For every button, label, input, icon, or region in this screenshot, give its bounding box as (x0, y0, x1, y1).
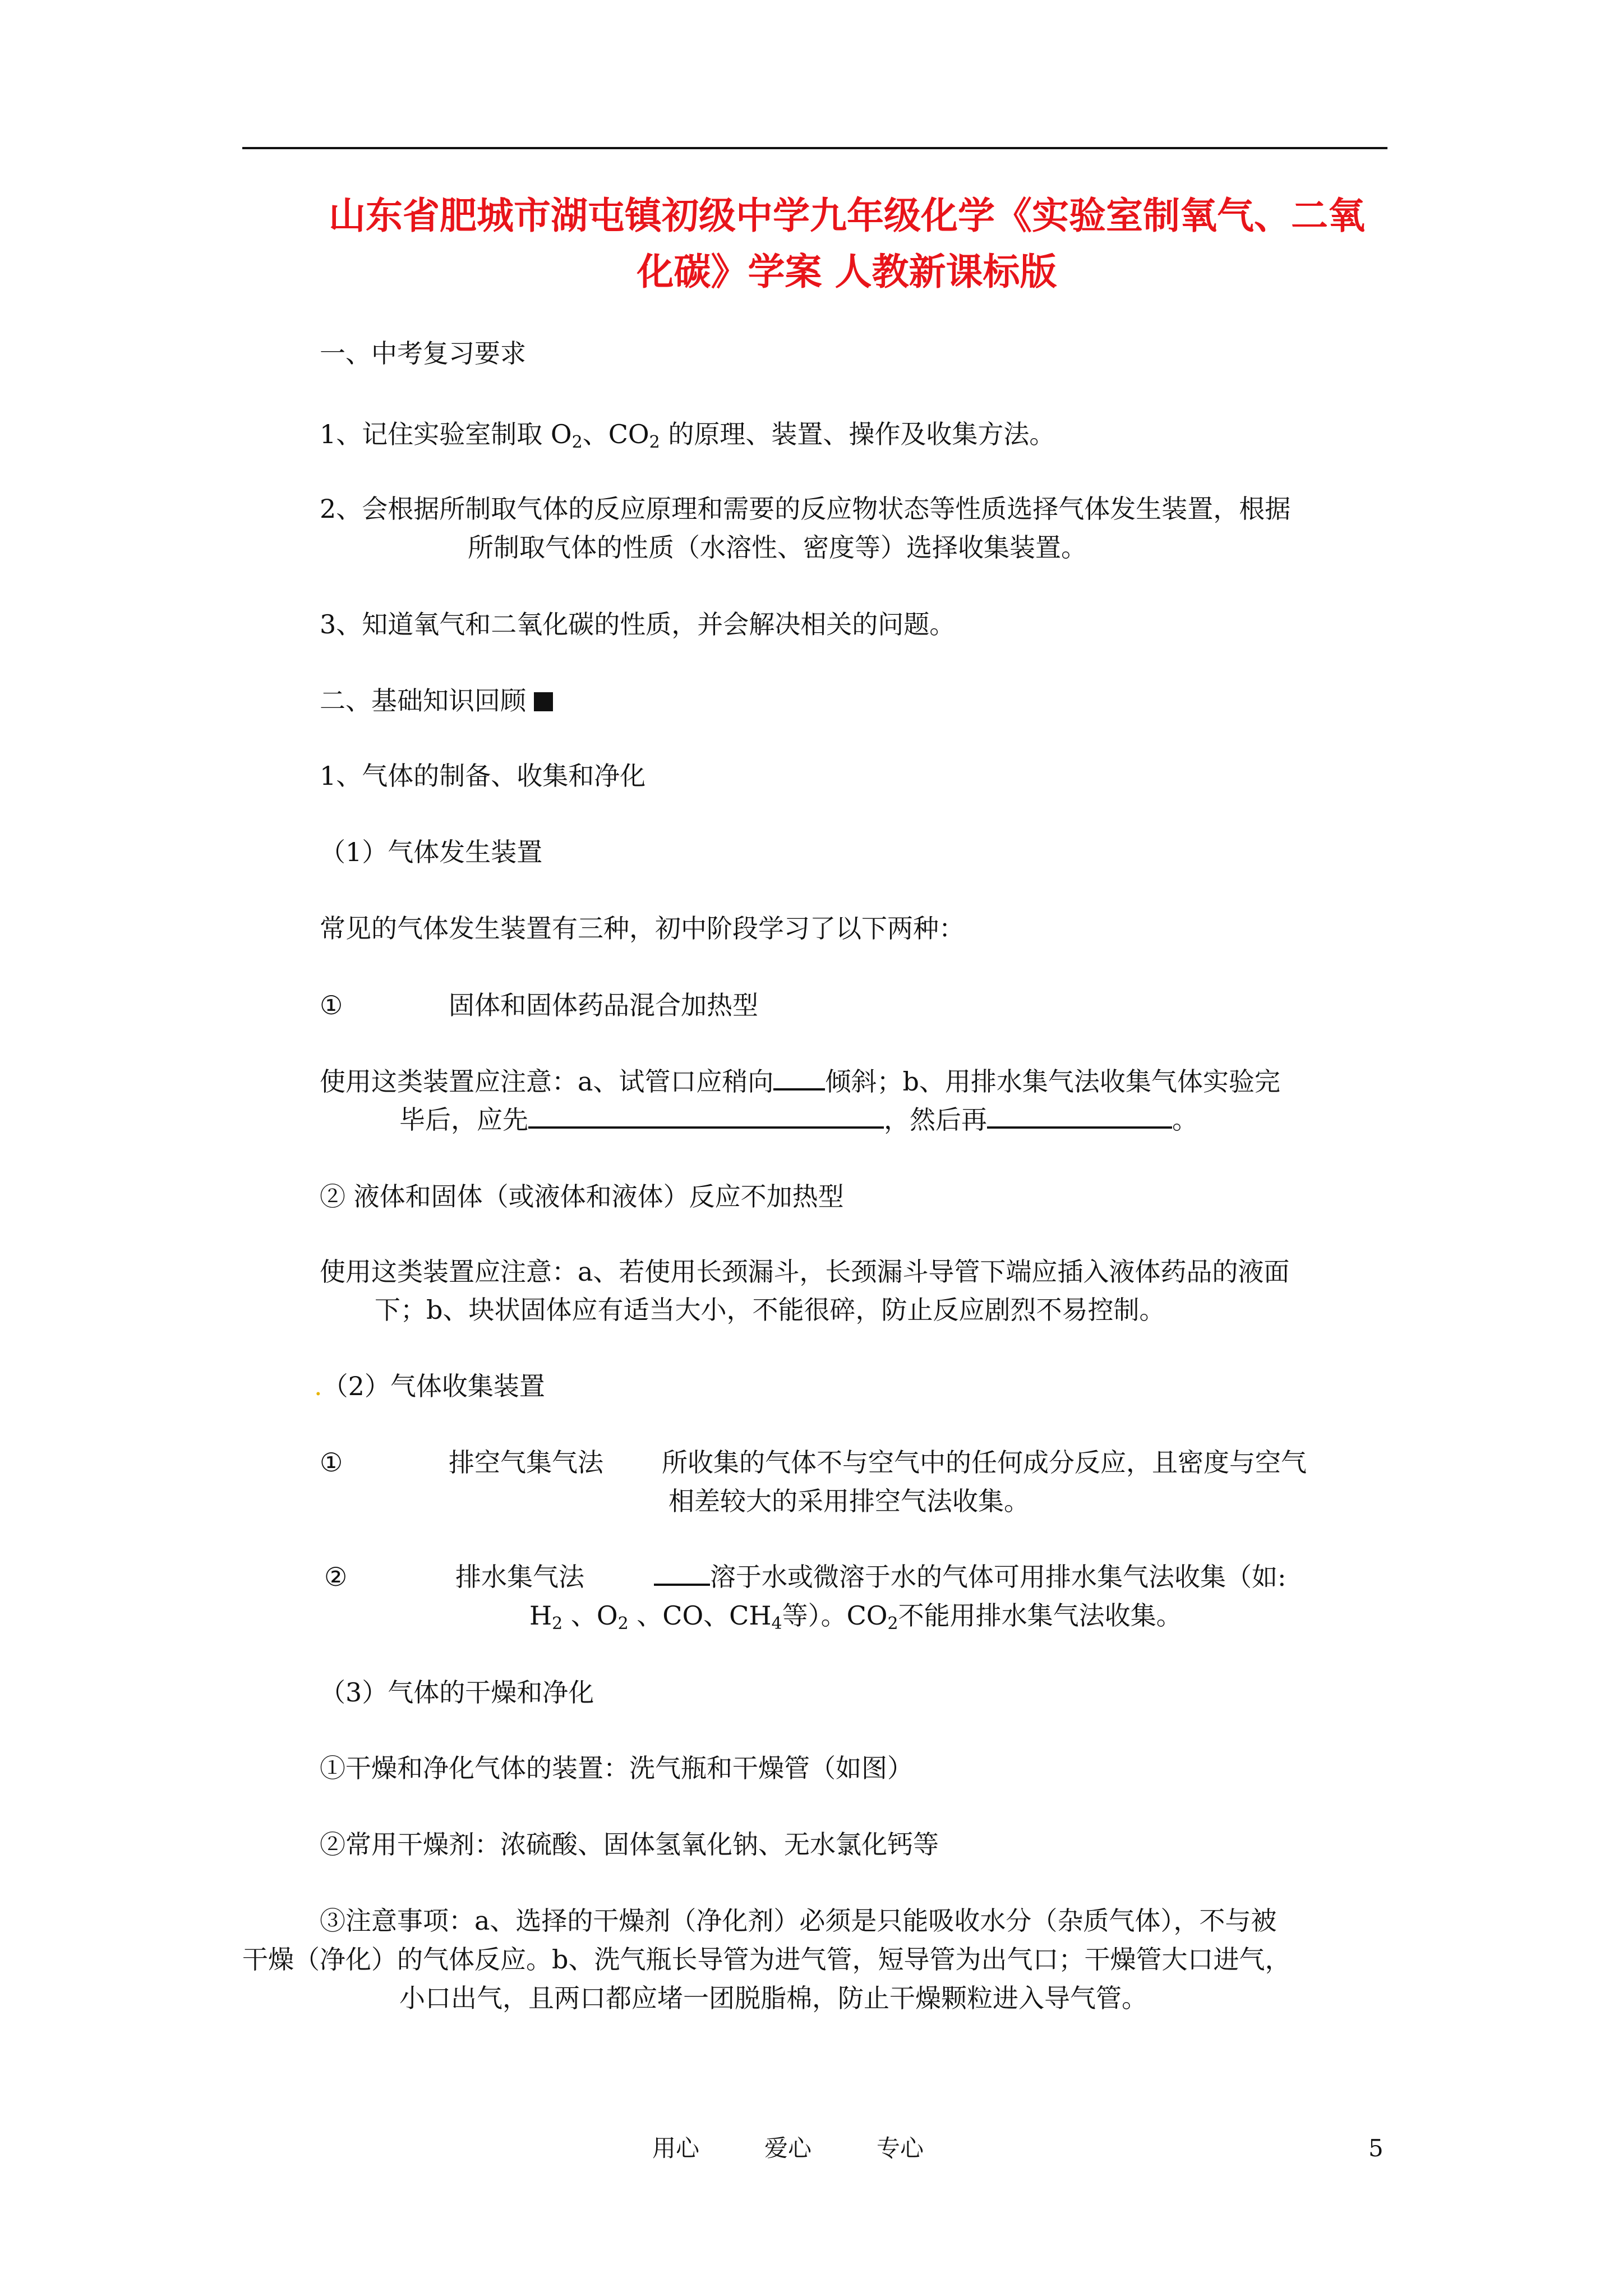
generator-item-1-text: 固体和固体药品混合加热型 (449, 990, 758, 1020)
collection-method-2-number: ② (324, 1562, 348, 1592)
requirement-3: 3、知道氧气和二氧化碳的性质，并会解决相关的问题。 (320, 609, 956, 639)
collection-method-2-desc-line-2: $H_2$ 、$O_2$ 、CO、$CH_4$等）。$CO_2$不能用排水集气法收集。 (529, 1600, 1182, 1634)
collection-method-2-desc-line-1: 溶于水或微溶于水的气体可用排水集气法收集（如: (654, 1557, 1287, 1596)
header-rule (242, 147, 1387, 149)
fill-blank[interactable] (654, 1559, 710, 1586)
document-title (314, 188, 1380, 300)
fill-blank[interactable] (773, 1064, 825, 1091)
drying-point-3-line-1: ③注意事项：a、选择的干燥剂（净化剂）必须是只能吸收水分（杂质气体），不与被 (320, 1906, 1277, 1936)
fill-blank[interactable] (987, 1102, 1172, 1129)
square-icon (534, 692, 553, 711)
collection-method-1-desc-line-1: 所收集的气体不与空气中的任何成分反应，且密度与空气 (662, 1447, 1307, 1478)
drying-point-3-line-3: 小口出气，且两口都应堵一团脱脂棉，防止干燥颗粒进入导气管。 (399, 1983, 1147, 2013)
generator-intro: 常见的气体发生装置有三种，初中阶段学习了以下两种： (320, 913, 965, 944)
requirement-2-line-1: 2、会根据所制取气体的反应原理和需要的反应物状态等性质选择气体发生装置，根据 (320, 494, 1291, 524)
generator-note-2-line-2: 下；b、块状固体应有适当大小，不能很碎，防止反应剧烈不易控制。 (375, 1295, 1165, 1325)
footer-word-1: 用心 (652, 2134, 700, 2162)
page-number: 5 (1368, 2134, 1384, 2162)
collection-method-1-name: 排空气集气法 (449, 1447, 603, 1478)
generator-note-1-line-2: 毕后，应先 ，然后再 。 (399, 1100, 1198, 1139)
subheading-collection: .（2）气体收集装置 (314, 1371, 545, 1401)
collection-method-1-number: ① (320, 1447, 343, 1478)
fill-blank[interactable] (528, 1102, 884, 1129)
subheading-generator: （1）气体发生装置 (320, 837, 543, 867)
section-heading-1: 一、中考复习要求 (320, 338, 526, 369)
section-heading-2: 二、基础知识回顾 (320, 681, 553, 720)
collection-method-2-name: 排水集气法 (455, 1562, 584, 1592)
title-line-2: 化碳》学案 人教新课标版 (637, 250, 1057, 293)
knowledge-1: 1、气体的制备、收集和净化 (320, 761, 646, 791)
drying-point-1: ①干燥和净化气体的装置：洗气瓶和干燥管（如图） (320, 1753, 913, 1783)
drying-point-2: ②常用干燥剂：浓硫酸、固体氢氧化钠、无水氯化钙等 (320, 1829, 939, 1860)
generator-item-1-number: ① (320, 990, 343, 1020)
drying-point-3-line-2: 干燥（净化）的气体反应。b、洗气瓶长导管为进气管，短导管为出气口；干燥管大口进气， (242, 1944, 1291, 1975)
bullet-mark: . (314, 1371, 322, 1401)
footer-word-2: 爱心 (764, 2134, 812, 2162)
footer-word-3: 专心 (877, 2134, 924, 2162)
requirement-1: 1、记住实验室制取 $O_2$、$CO_2$ 的原理、装置、操作及收集方法。 (320, 419, 1055, 452)
generator-item-2: ② 液体和固体（或液体和液体）反应不加热型 (320, 1181, 844, 1212)
generator-note-2-line-1: 使用这类装置应注意：a、若使用长颈漏斗，长颈漏斗导管下端应插入液体药品的液面 (320, 1257, 1290, 1287)
generator-note-1-line-1: 使用这类装置应注意：a、试管口应稍向 倾斜；b、用排水集气法收集气体实验完 (320, 1062, 1280, 1101)
title-line-1: 山东省肥城市湖屯镇初级中学九年级化学《实验室制氧气、二氧 (329, 194, 1365, 237)
subheading-drying: （3）气体的干燥和净化 (320, 1677, 594, 1708)
requirement-2-line-2: 所制取气体的性质（水溶性、密度等）选择收集装置。 (468, 532, 1087, 563)
collection-method-1-desc-line-2: 相差较大的采用排空气法收集。 (668, 1486, 1030, 1516)
